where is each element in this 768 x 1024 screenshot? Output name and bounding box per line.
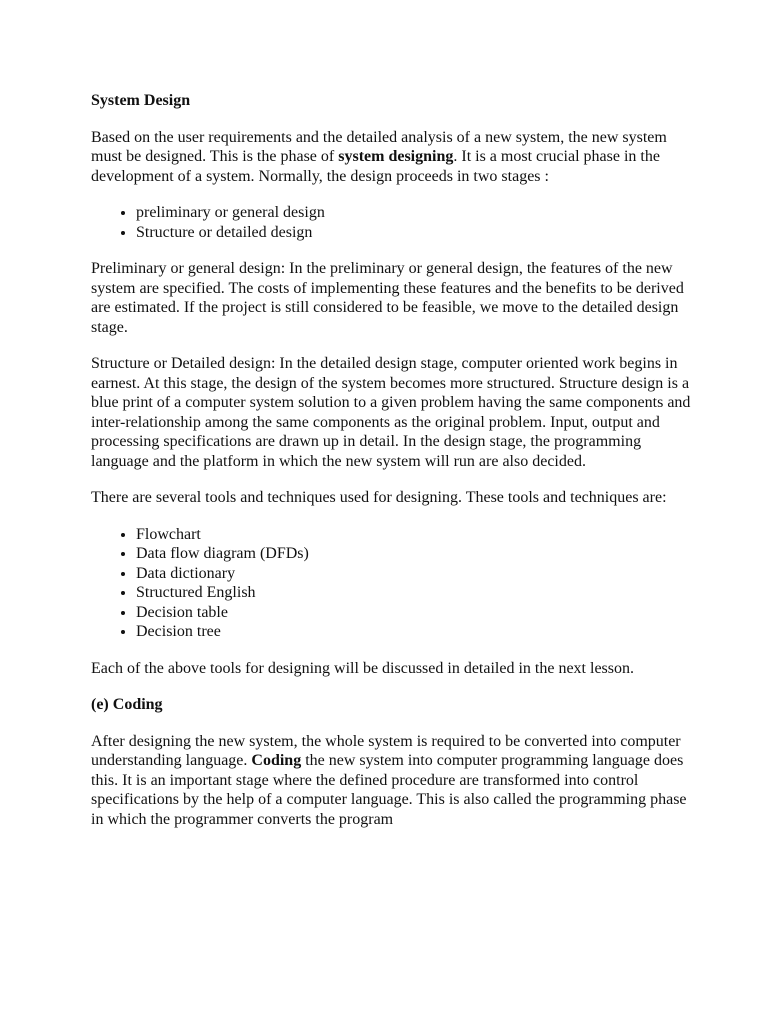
design-stages-list xyxy=(91,203,691,242)
design-tools-list xyxy=(91,525,691,642)
intro-bold-term: system designing xyxy=(338,148,454,165)
list-item: • Data flow diagram (DFDs) xyxy=(136,544,691,564)
intro-text-start: Based on the user requirements and the detailed analysis of a new system, the new system must be designed. This is the phase of xyxy=(91,128,667,165)
list-item: • Decision table xyxy=(136,603,691,623)
coding-paragraph xyxy=(91,732,691,830)
coding-bold-term: Coding xyxy=(251,752,302,769)
heading-system-design: System Design xyxy=(91,92,191,109)
list-item: • Data dictionary xyxy=(136,564,691,584)
preliminary-design-paragraph: Preliminary or general design: In the preliminary or general design, the features of the new system are specified. The costs of implementing these features and the benefits to be derived are estimated. If the project is still considered to be feasible, we move to the detailed design stage. xyxy=(91,260,684,336)
list-item: • Structured English xyxy=(136,583,691,603)
list-item: • Structure or detailed design xyxy=(136,223,691,243)
list-item: • preliminary or general design xyxy=(136,203,691,223)
intro-text-end: . It is a most crucial phase in the development of a system. Normally, the design proceeds in two stages : xyxy=(91,148,660,185)
intro-paragraph xyxy=(91,128,691,187)
coding-text-start: After designing the new system, the whole system is required to be converted into computer understanding language. xyxy=(91,732,681,769)
list-item: • Flowchart xyxy=(136,525,691,545)
tools-intro-paragraph: There are several tools and techniques used for designing. These tools and techniques are: xyxy=(91,489,667,506)
document-page xyxy=(91,91,691,846)
heading-coding: (e) Coding xyxy=(91,696,163,713)
structure-design-paragraph: Structure or Detailed design: In the detailed design stage, computer oriented work begins in earnest. At this stage, the design of the system becomes more structured. Structure design is a blue print of a computer system solution to a given problem having the same components and inter-relationship among the same components as the original problem. Input, output and processing specifications are drawn up in detail. In the design stage, the programming language and the platform in which the new system will run are also decided. xyxy=(91,355,691,470)
tools-outro-paragraph: Each of the above tools for designing will be discussed in detailed in the next lesson. xyxy=(91,659,634,677)
coding-text-end: the new system into computer programming language does this. It is an important stage where the defined procedure are transformed into control specifications by the help of a computer language. This is also called the programming phase in which the programmer converts the program xyxy=(91,752,687,828)
list-item: • Decision tree xyxy=(136,622,691,642)
